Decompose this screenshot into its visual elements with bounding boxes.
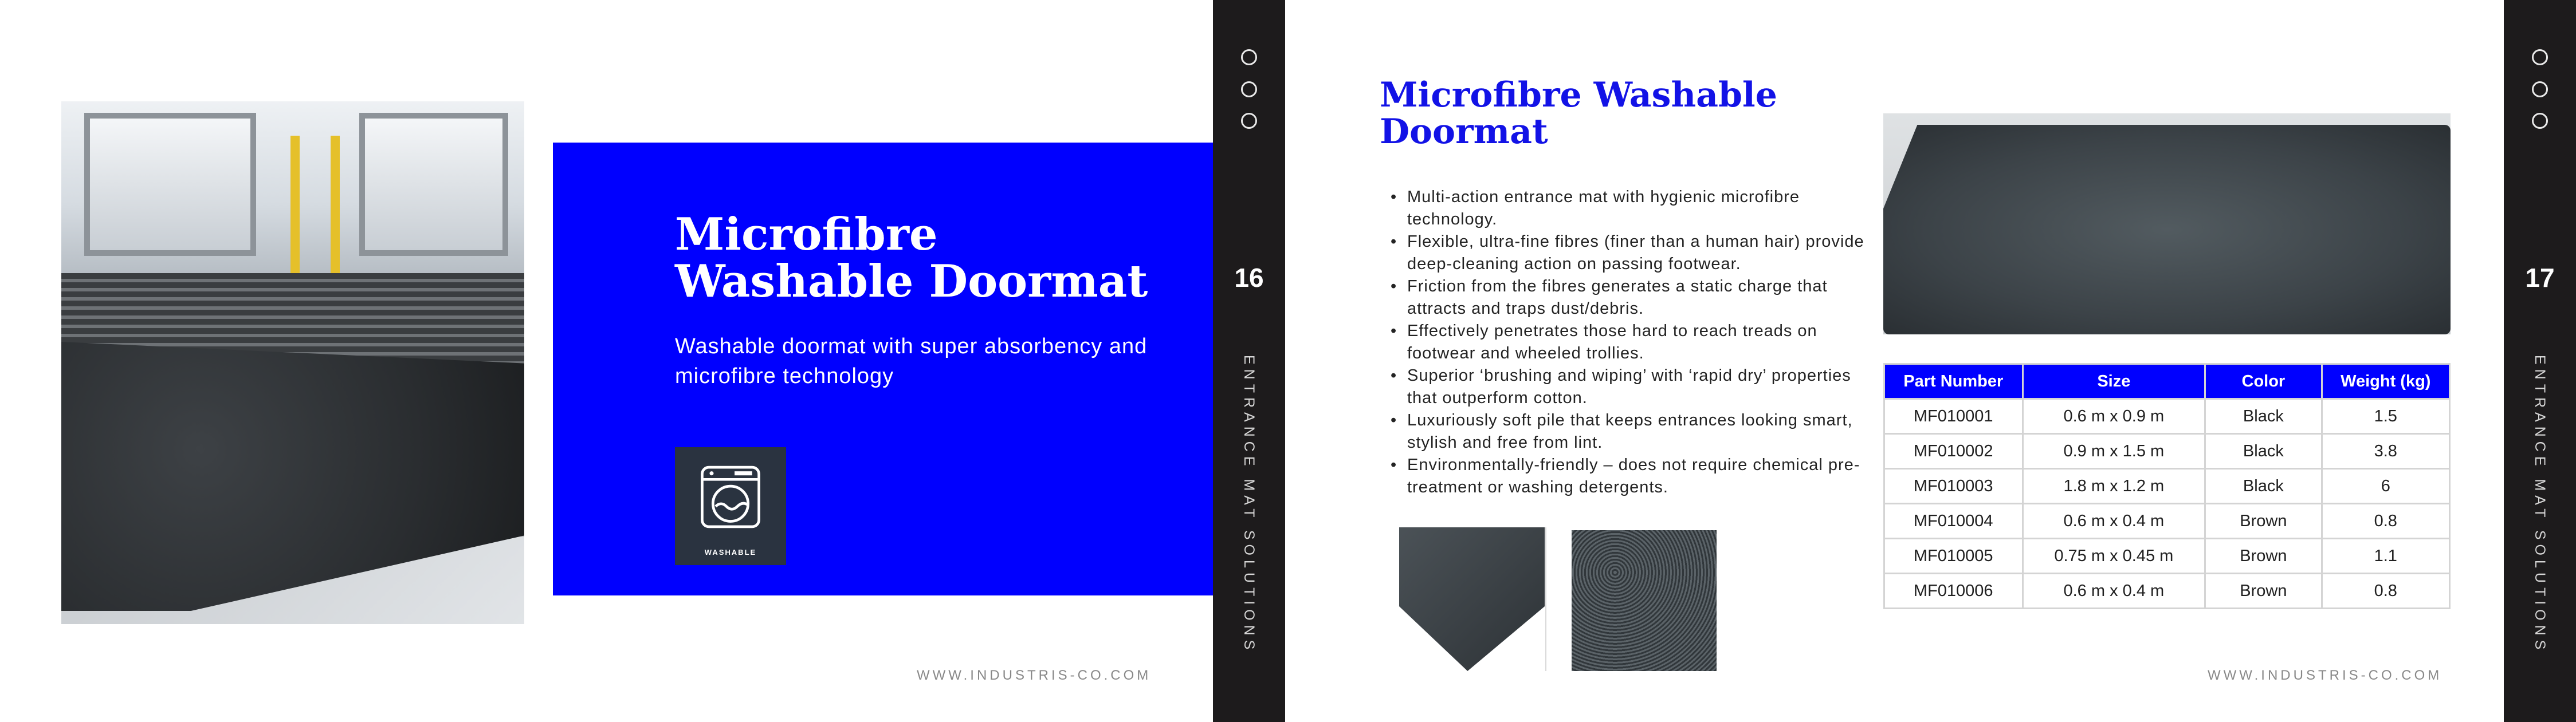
feature-item: • Friction from the fibres generates a static charge that attracts and traps dust/debris.: [1388, 275, 1870, 320]
swatch-divider: [1545, 527, 1546, 671]
feature-item: • Superior ‘brushing and wiping’ with ‘rapid dry’ properties that outperform cotton.: [1388, 365, 1870, 409]
hero-panel: [553, 143, 1213, 595]
cell-part-number: MF010004: [1884, 504, 2023, 539]
ring-icon: [2532, 81, 2548, 97]
table-row: [1884, 434, 2450, 469]
side-label-text: ENTRANCE MAT SOLUTIONS: [1241, 355, 1257, 654]
mat-corner-swatch: [1399, 527, 1545, 671]
table-row: [1884, 399, 2450, 434]
cell-weight: 0.8: [2322, 574, 2449, 609]
feature-item: • Effectively penetrates those hard to reach treads on footwear and wheeled trollies.: [1388, 320, 1870, 365]
header-part-number: Part Number: [1884, 364, 2023, 399]
page-title: Microfibre Washable Doormat: [1380, 75, 1777, 152]
feature-item: • Luxuriously soft pile that keeps entrances looking smart, stylish and free from lint.: [1388, 409, 1870, 454]
table-row: [1884, 504, 2450, 539]
side-band-17: [2504, 0, 2576, 722]
photo-handrail: [331, 136, 340, 279]
table-row: [1884, 574, 2450, 609]
cell-color: Black: [2205, 399, 2322, 434]
cell-weight: 1.5: [2322, 399, 2449, 434]
cell-color: Brown: [2205, 574, 2322, 609]
footer-url: WWW.INDUSTRIS-CO.COM: [2208, 668, 2443, 683]
cell-color: Black: [2205, 434, 2322, 469]
washable-badge: [675, 447, 786, 565]
mat-texture-swatch: [1572, 530, 1717, 671]
washing-machine-icon: [697, 463, 764, 531]
side-label-text: ENTRANCE MAT SOLUTIONS: [2532, 355, 2548, 654]
cell-color: Brown: [2205, 504, 2322, 539]
cell-part-number: MF010001: [1884, 399, 2023, 434]
cell-size: 0.6 m x 0.9 m: [2023, 399, 2205, 434]
cell-size: 0.6 m x 0.4 m: [2023, 574, 2205, 609]
table-row: [1884, 469, 2450, 504]
cell-weight: 3.8: [2322, 434, 2449, 469]
table-header-row: [1884, 364, 2450, 399]
table-row: [1884, 539, 2450, 574]
hero-title: Microfibre Washable Doormat: [675, 208, 1148, 307]
cell-color: Brown: [2205, 539, 2322, 574]
hero-subtitle: Washable doormat with super absorbency and microfibre technology: [675, 334, 1148, 388]
ring-icon: [2532, 49, 2548, 65]
photo-handrail: [290, 136, 300, 279]
cell-size: 0.9 m x 1.5 m: [2023, 434, 2205, 469]
photo-window: [359, 113, 508, 256]
cell-weight: 0.8: [2322, 504, 2449, 539]
page-number: 17: [2525, 263, 2555, 293]
header-size: Size: [2023, 364, 2205, 399]
photo-window: [84, 113, 256, 256]
feature-item: • Environmentally-friendly – does not require chemical pre-treatment or washing detergents.: [1388, 454, 1870, 499]
ring-icon: [1241, 81, 1257, 97]
badge-label: WASHABLE: [704, 548, 757, 557]
header-weight: Weight (kg): [2322, 364, 2449, 399]
photo-mat: [1883, 125, 2451, 334]
feature-item: • Multi-action entrance mat with hygienic microfibre technology.: [1388, 186, 1870, 231]
feature-list: [1388, 186, 1870, 499]
cell-weight: 6: [2322, 469, 2449, 504]
ring-icon: [1241, 49, 1257, 65]
cell-size: 0.6 m x 0.4 m: [2023, 504, 2205, 539]
cell-part-number: MF010002: [1884, 434, 2023, 469]
cell-part-number: MF010003: [1884, 469, 2023, 504]
cell-size: 0.75 m x 0.45 m: [2023, 539, 2205, 574]
doormat-top-photo: [1883, 113, 2451, 334]
ring-icon: [2532, 113, 2548, 129]
entrance-doormat-photo: [61, 101, 524, 624]
feature-item: • Flexible, ultra-fine fibres (finer than a human hair) provide deep-cleaning action on passing footwear.: [1388, 231, 1870, 275]
side-band-16: [1213, 0, 1285, 722]
cell-part-number: MF010005: [1884, 539, 2023, 574]
footer-url: WWW.INDUSTRIS-CO.COM: [917, 668, 1152, 683]
header-color: Color: [2205, 364, 2322, 399]
ring-icon: [1241, 113, 1257, 129]
cell-size: 1.8 m x 1.2 m: [2023, 469, 2205, 504]
page-number: 16: [1234, 263, 1264, 293]
spec-table: [1883, 363, 2451, 609]
cell-weight: 1.1: [2322, 539, 2449, 574]
cell-color: Black: [2205, 469, 2322, 504]
cell-part-number: MF010006: [1884, 574, 2023, 609]
